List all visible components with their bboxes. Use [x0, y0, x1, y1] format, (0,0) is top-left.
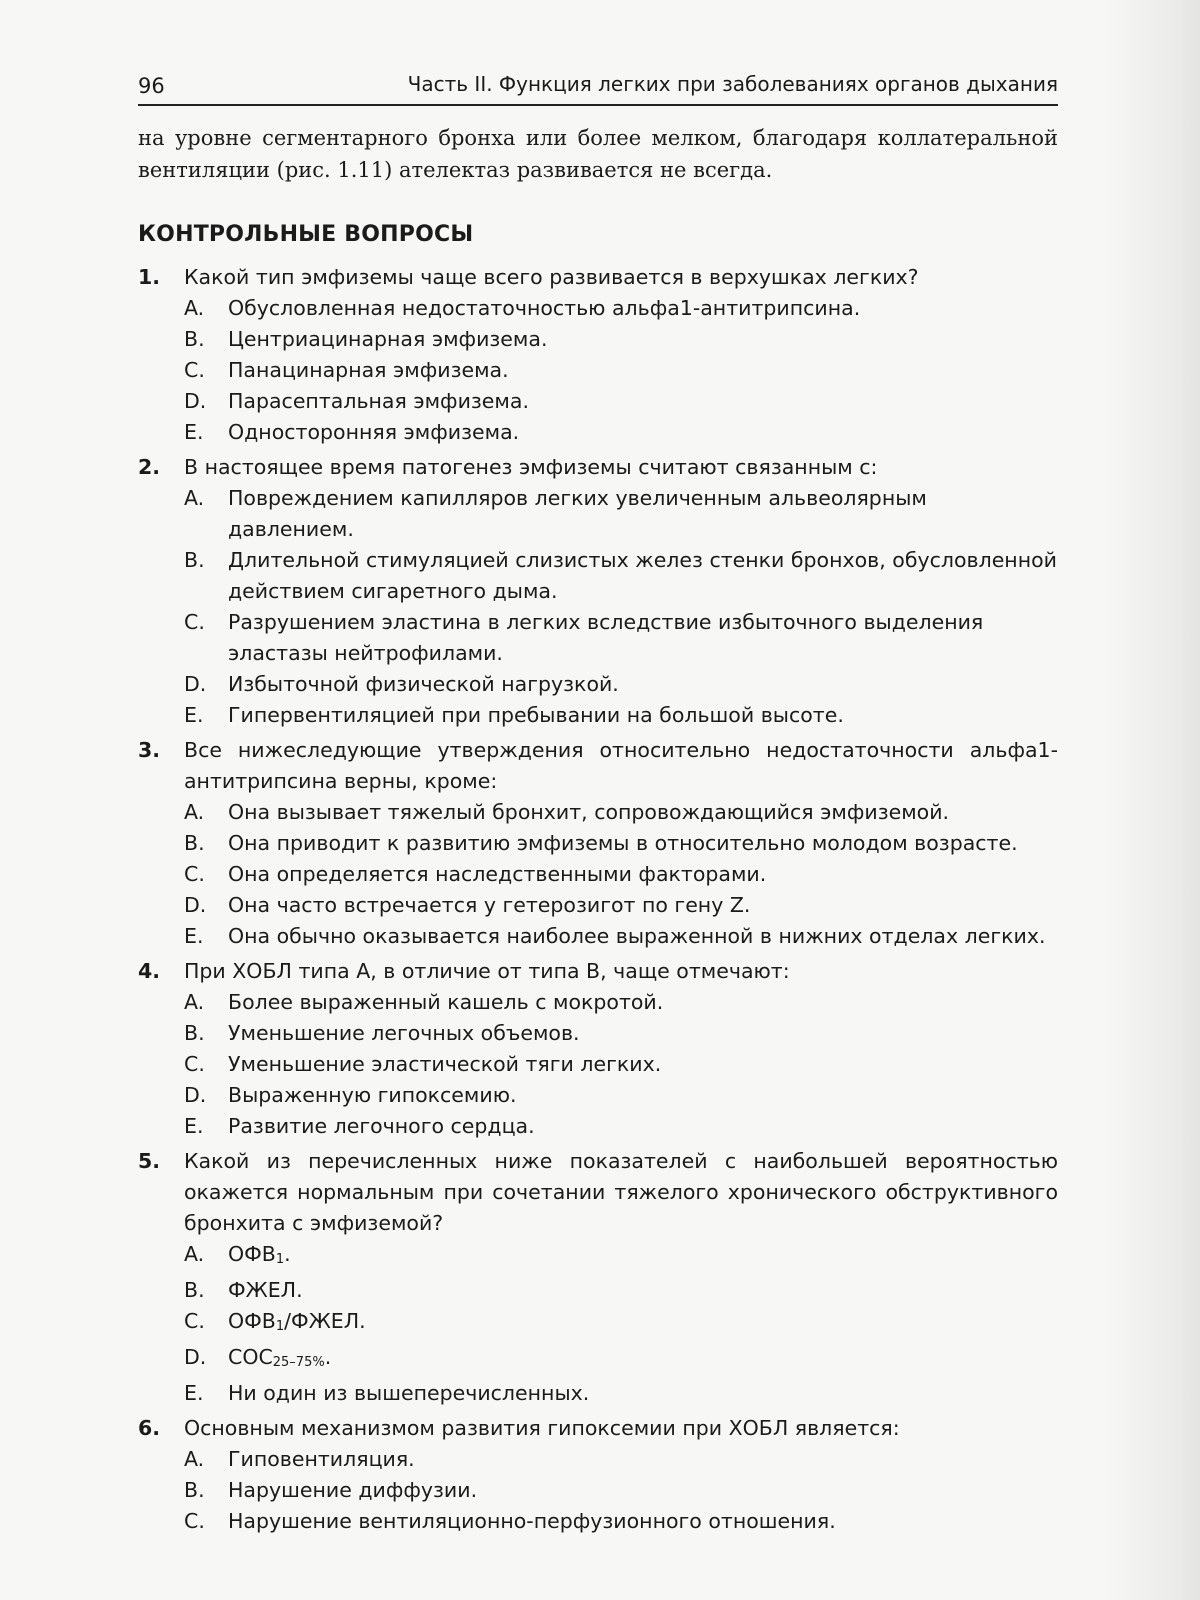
question-number: 5. [138, 1149, 161, 1173]
option-text: Избыточной физической нагрузкой. [228, 672, 619, 696]
question-list [138, 262, 1058, 1541]
answer-options [184, 1444, 1058, 1537]
option-text: ОФВ1/ФЖЕЛ. [228, 1309, 366, 1334]
question-text: Какой из перечисленных ниже показателей с наибольшей вероятностью окажется нормальным при сочетании тяжелого хронического обструктивного бронхита с эмфиземой? [184, 1149, 1058, 1235]
question-text: Какой тип эмфиземы чаще всего развивается в верхушках легких? [184, 265, 919, 289]
answer-option [184, 987, 1058, 1018]
option-letter: C. [184, 358, 205, 382]
option-letter: A. [184, 1447, 205, 1471]
answer-option [184, 1049, 1058, 1080]
option-text: Выраженную гипоксемию. [228, 1083, 517, 1107]
option-text: Парасептальная эмфизема. [228, 389, 529, 413]
answer-option [184, 1275, 1058, 1306]
option-letter: A. [184, 486, 205, 510]
answer-option [184, 828, 1058, 859]
answer-options [184, 987, 1058, 1142]
answer-option [184, 1080, 1058, 1111]
answer-option [184, 1475, 1058, 1506]
answer-option [184, 669, 1058, 700]
option-letter: D. [184, 389, 207, 413]
option-text: Она вызывает тяжелый бронхит, сопровождающийся эмфиземой. [228, 800, 950, 824]
answer-option [184, 1306, 1058, 1342]
answer-option [184, 797, 1058, 828]
option-letter: B. [184, 1478, 205, 1502]
option-letter: A. [184, 296, 205, 320]
option-text: Односторонняя эмфизема. [228, 420, 520, 444]
option-text: Обусловленная недостаточностью альфа1-антитрипсина. [228, 296, 861, 320]
answer-option [184, 324, 1058, 355]
answer-option [184, 1018, 1058, 1049]
option-text: Ни один из вышеперечисленных. [228, 1381, 590, 1405]
answer-option [184, 1378, 1058, 1409]
option-text: Более выраженный кашель с мокротой. [228, 990, 664, 1014]
option-letter: C. [184, 862, 205, 886]
question-row [138, 1413, 1058, 1444]
question-row [138, 262, 1058, 293]
question-number: 4. [138, 959, 161, 983]
question-number: 3. [138, 738, 161, 762]
answer-option [184, 1444, 1058, 1475]
option-letter: B. [184, 1021, 205, 1045]
option-text: Гиповентиляция. [228, 1447, 415, 1471]
option-text: ОФВ1. [228, 1242, 291, 1267]
option-text: Повреждением капилляров легких увеличенным альвеолярным давлением. [228, 486, 927, 541]
option-text: Она приводит к развитию эмфиземы в относительно молодом возрасте. [228, 831, 1018, 855]
answer-option [184, 1239, 1058, 1275]
option-letter: C. [184, 1309, 205, 1333]
question-number: 1. [138, 265, 161, 289]
option-letter: E. [184, 703, 204, 727]
option-letter: D. [184, 893, 207, 917]
option-letter: A. [184, 1242, 205, 1266]
question-text: В настоящее время патогенез эмфиземы считают связанным с: [184, 455, 878, 479]
option-letter: E. [184, 420, 204, 444]
option-text: Центриацинарная эмфизема. [228, 327, 548, 351]
answer-option [184, 355, 1058, 386]
option-letter: E. [184, 1114, 204, 1138]
option-letter: E. [184, 1381, 204, 1405]
option-letter: A. [184, 990, 205, 1014]
option-text: Уменьшение легочных объемов. [228, 1021, 580, 1045]
question-item [138, 956, 1058, 1142]
option-text: Она обычно оказывается наиболее выраженной в нижних отделах легких. [228, 924, 1046, 948]
option-subscript: 25–75% [272, 1355, 325, 1370]
answer-option [184, 1111, 1058, 1142]
option-letter: C. [184, 1509, 205, 1533]
option-text: Нарушение диффузии. [228, 1478, 478, 1502]
intro-paragraph: на уровне сегментарного бронха или более мелком, благодаря коллатеральной вентиляции (рис. 1.11) ателектаз развивается не всегда. [138, 126, 1058, 182]
question-item [138, 735, 1058, 952]
question-number: 6. [138, 1416, 161, 1440]
option-text: Панацинарная эмфизема. [228, 358, 509, 382]
question-item [138, 1146, 1058, 1409]
question-item [138, 452, 1058, 731]
answer-option [184, 1342, 1058, 1378]
question-item [138, 262, 1058, 448]
option-letter: C. [184, 1052, 205, 1076]
option-text: Уменьшение эластической тяги легких. [228, 1052, 662, 1076]
option-text: ФЖЕЛ. [228, 1278, 303, 1302]
question-text: Основным механизмом развития гипоксемии при ХОБЛ является: [184, 1416, 900, 1440]
question-text: Все нижеследующие утверждения относительно недостаточности альфа1-антитрипсина верны, кроме: [184, 738, 1058, 793]
question-text: При ХОБЛ типа А, в отличие от типа В, чаще отмечают: [184, 959, 790, 983]
option-subscript: 1 [275, 1252, 285, 1267]
option-letter: D. [184, 1083, 207, 1107]
option-letter: B. [184, 548, 205, 572]
answer-options [184, 797, 1058, 952]
option-letter: C. [184, 610, 205, 634]
page-header [138, 70, 1058, 106]
answer-option [184, 386, 1058, 417]
answer-option [184, 1506, 1058, 1537]
option-text: Развитие легочного сердца. [228, 1114, 535, 1138]
option-text: Нарушение вентиляционно-перфузионного отношения. [228, 1509, 836, 1533]
answer-option [184, 607, 1058, 669]
question-row [138, 1146, 1058, 1239]
question-number: 2. [138, 455, 161, 479]
answer-options [184, 483, 1058, 731]
option-letter: A. [184, 800, 205, 824]
option-text: Гипервентиляцией при пребывании на большой высоте. [228, 703, 844, 727]
section-title: КОНТРОЛЬНЫЕ ВОПРОСЫ [138, 222, 474, 247]
question-row [138, 956, 1058, 987]
question-row [138, 452, 1058, 483]
option-letter: D. [184, 1345, 207, 1369]
answer-option [184, 890, 1058, 921]
option-text: Длительной стимуляцией слизистых желез стенки бронхов, обусловленной действием сигаретного дыма. [228, 548, 1057, 603]
answer-option [184, 700, 1058, 731]
answer-option [184, 545, 1058, 607]
option-letter: B. [184, 831, 205, 855]
option-letter: B. [184, 1278, 205, 1302]
question-row [138, 735, 1058, 797]
option-text: Она часто встречается у гетерозигот по гену Z. [228, 893, 751, 917]
page-edge-shadow [1104, 0, 1200, 1600]
answer-option [184, 859, 1058, 890]
option-letter: E. [184, 924, 204, 948]
option-text: СОС25–75%. [228, 1345, 332, 1370]
option-letter: B. [184, 327, 205, 351]
answer-option [184, 293, 1058, 324]
answer-option [184, 921, 1058, 952]
answer-option [184, 483, 1058, 545]
running-title: Часть II. Функция легких при заболеваниях органов дыхания [407, 72, 1058, 96]
answer-options [184, 293, 1058, 448]
answer-option [184, 417, 1058, 448]
option-letter: D. [184, 672, 207, 696]
page-number: 96 [138, 74, 165, 98]
option-text: Она определяется наследственными факторами. [228, 862, 767, 886]
question-item [138, 1413, 1058, 1537]
option-text: Разрушением эластина в легких вследствие избыточного выделения эластазы нейтрофилами. [228, 610, 984, 665]
answer-options [184, 1239, 1058, 1409]
option-subscript: 1 [275, 1319, 285, 1334]
